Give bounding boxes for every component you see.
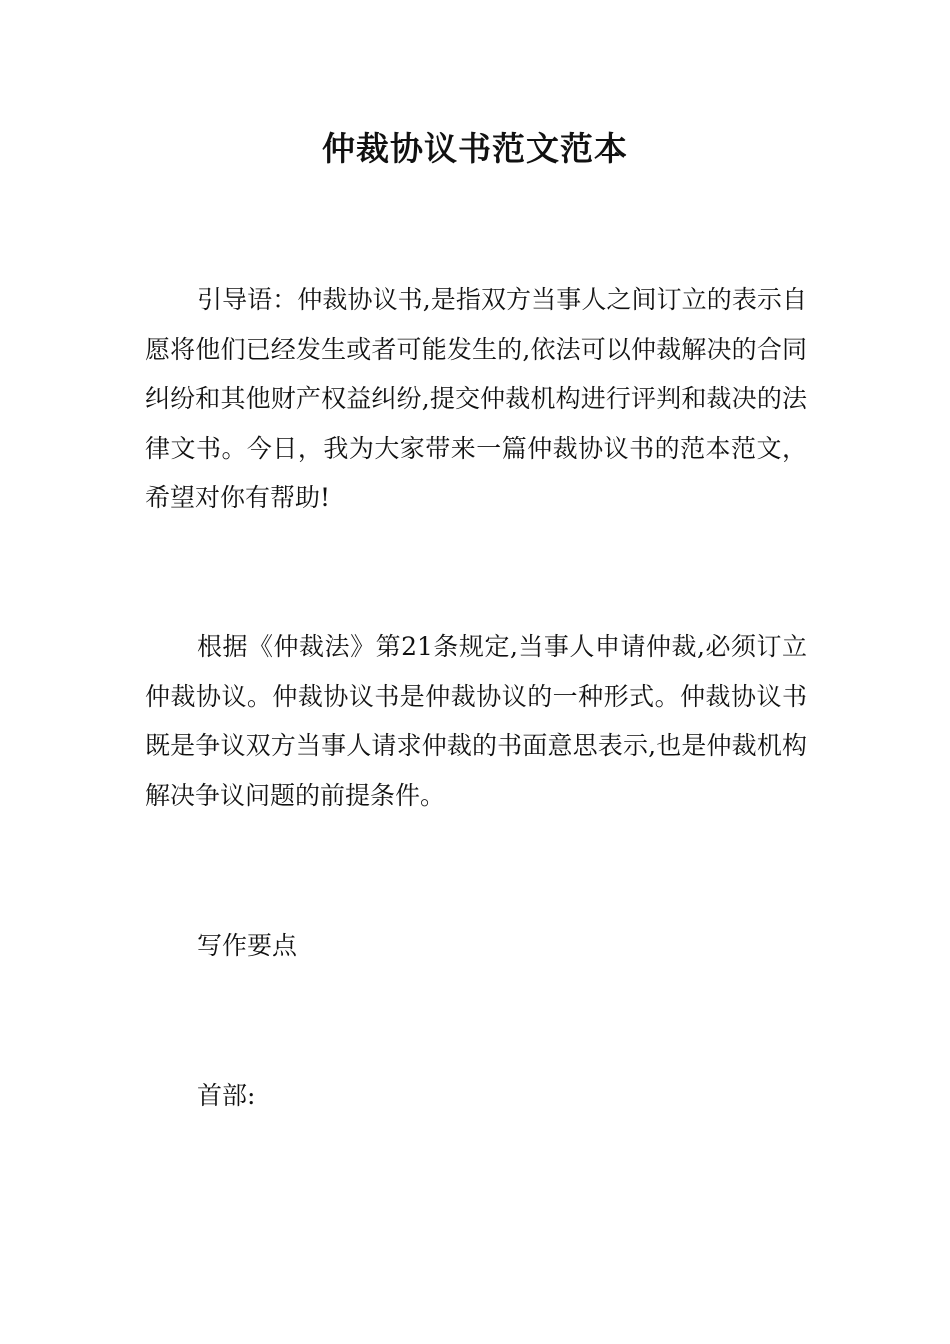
section-heading-header-part: 首部: bbox=[197, 1081, 256, 1110]
section-heading-writing-points: 写作要点 bbox=[197, 931, 298, 960]
intro-paragraph: 引导语：仲裁协议书,是指双方当事人之间订立的表示自愿将他们已经发生或者可能发生的,依法可以仲裁解决的合同纠纷和其他财产权益纠纷,提交仲裁机构进行评判和裁决的法律文书。今日，我为大家带来一篇仲裁协议书的范本范文，希望对你有帮助! bbox=[145, 285, 807, 512]
law-basis-paragraph: 根据《仲裁法》第21条规定,当事人申请仲裁,必须订立仲裁协议。仲裁协议书是仲裁协议的一种形式。仲裁协议书既是争议双方当事人请求仲裁的书面意思表示,也是仲裁机构解决争议问题的前提条件。 bbox=[145, 632, 807, 810]
document-title: 仲裁协议书范文范本 bbox=[322, 129, 628, 168]
